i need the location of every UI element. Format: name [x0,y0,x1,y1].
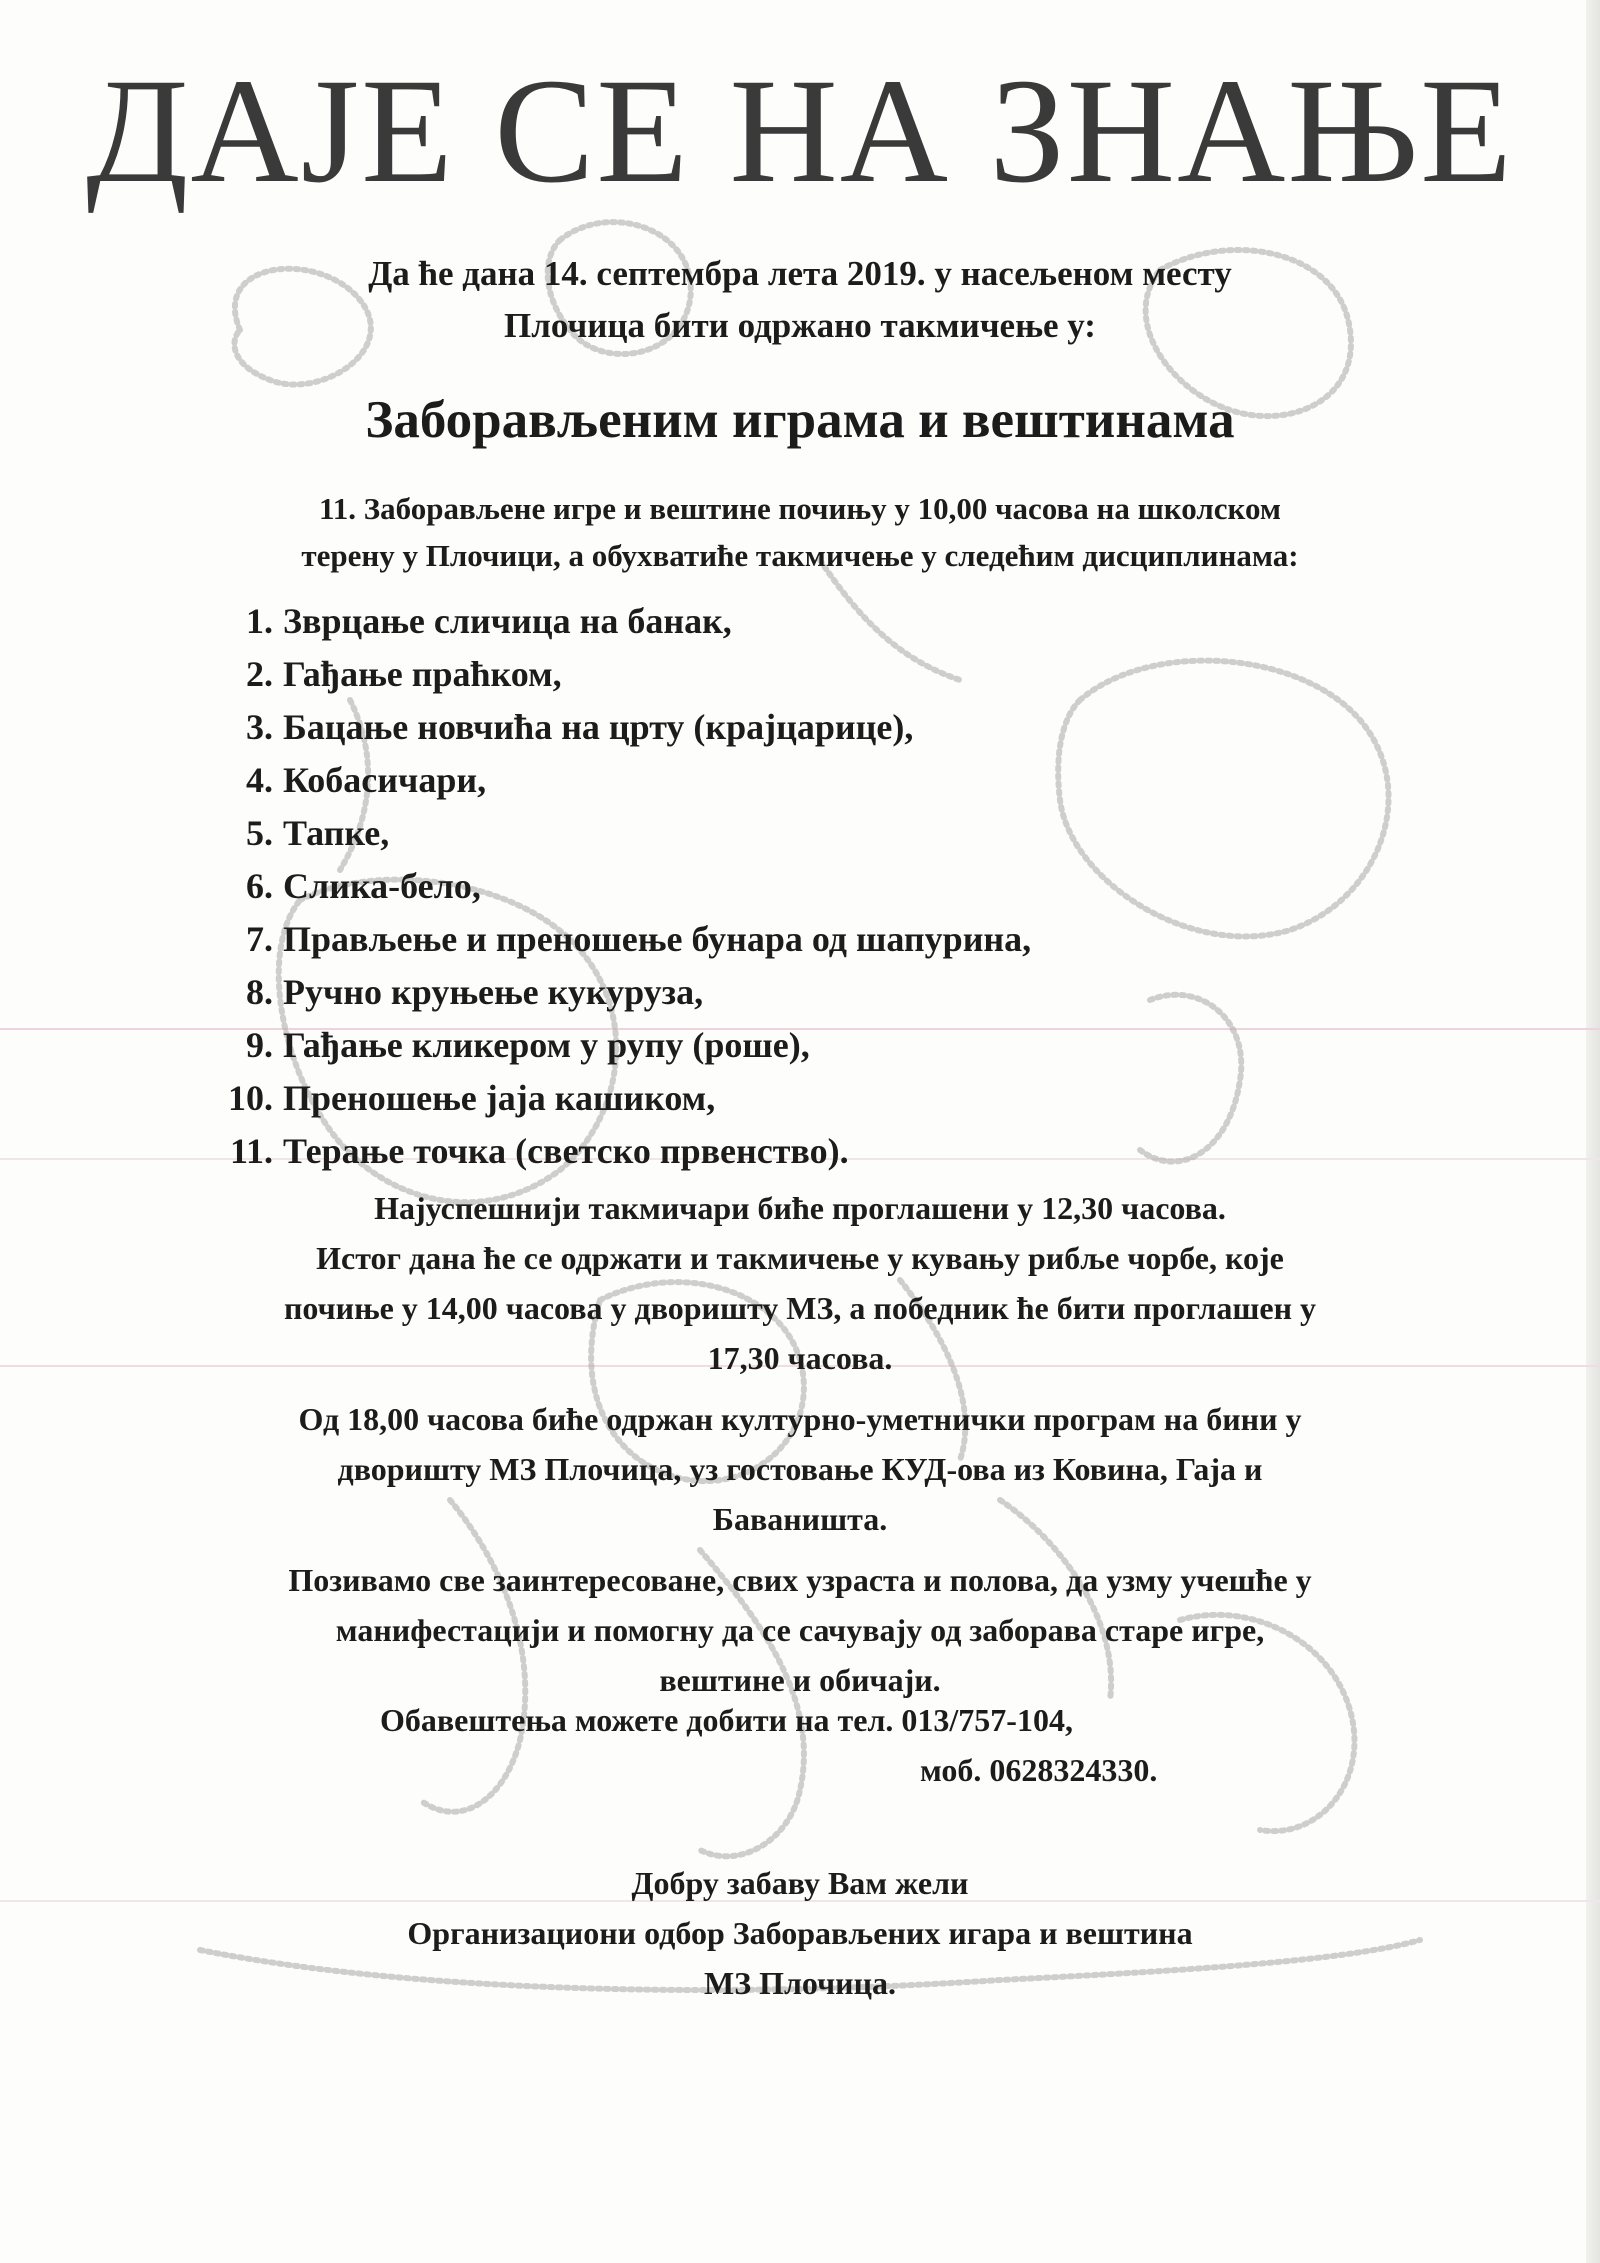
list-item-number: 5. [246,813,273,853]
fish-stew-paragraph [100,1233,1500,1383]
list-item-text: Слика-бело, [283,866,481,906]
list-item-text: Ручно круњење кукуруза, [283,972,704,1012]
list-item-text: Гађање кликером у рупу (роше), [283,1025,810,1065]
intro-line: Да ће дана 14. септембра лета 2019. у насељеном месту [368,254,1232,293]
event-subtitle: Заборављеним играма и вештинама [365,391,1235,449]
cultural-program-paragraph [100,1394,1500,1544]
intro-paragraph [0,248,1600,352]
list-item-number: 1. [246,601,273,641]
paragraph-line: 17,30 часова. [707,1340,893,1376]
list-item [205,1125,1031,1178]
contact-info [380,1695,1157,1795]
list-item [205,1072,1031,1125]
signature-line: МЗ Плочица. [703,1965,897,2001]
list-item [205,913,1031,966]
signature-line: Организациони одбор Заборављених игара и вештина [407,1915,1193,1951]
paragraph-line: Најуспешнији такмичари биће проглашени у 12,30 часова. [374,1190,1226,1226]
paragraph-line: дворишту МЗ Плочица, уз гостовање КУД-ова из Ковина, Гаја и [337,1451,1263,1487]
paragraph-line: Баваништа. [712,1501,888,1537]
list-item-text: Зврцање сличица на банак, [283,601,732,641]
list-item-text: Прављење и преношење бунара од шапурина, [283,919,1032,959]
paragraph-line: почиње у 14,00 часова у дворишту МЗ, а победник ће бити проглашен у [283,1290,1317,1326]
paragraph-line: Истог дана ће се одржати и такмичење у кувању рибље чорбе, које [316,1240,1284,1276]
list-item-text: Терање точка (светско првенство). [283,1131,849,1171]
signature-block [100,1858,1500,2008]
list-item [205,754,1031,807]
contact-mobile: моб. 0628324330. [920,1752,1158,1788]
intro-line: Плочица бити одржано такмичење у: [504,306,1096,345]
list-item-text: Бацање новчића на црту (крајцарице), [283,707,914,747]
paragraph-line: Од 18,00 часова биће одржан културно-уметнички програм на бини у [298,1401,1302,1437]
list-item-number: 11. [229,1131,273,1171]
start-time-paragraph [150,485,1450,579]
list-item [205,648,1031,701]
contact-phone: Обавештења можете добити на тел. 013/757-104, [380,1702,1073,1738]
list-item-number: 8. [246,972,273,1012]
disciplines-list [205,595,1031,1178]
paragraph-line: Позивамо све заинтересоване, свих узраста и полова, да узму учешће у [288,1562,1312,1598]
list-item [205,1019,1031,1072]
list-item-text: Гађање праћком, [283,654,562,694]
list-item [205,807,1031,860]
list-item [205,595,1031,648]
list-item [205,966,1031,1019]
list-item [205,701,1031,754]
list-item-number: 4. [246,760,273,800]
list-item-text: Кобасичари, [283,760,487,800]
list-item-number: 7. [246,919,273,959]
list-item-number: 9. [246,1025,273,1065]
paragraph-line: манифестацији и помогну да се сачувају од заборава старе игре, [335,1612,1265,1648]
paragraph-line: вештине и обичаји. [659,1662,941,1698]
list-item [205,860,1031,913]
signature-line: Добру забаву Вам жели [631,1865,969,1901]
list-item-text: Тапке, [283,813,390,853]
list-item-number: 3. [246,707,273,747]
invitation-paragraph [100,1555,1500,1705]
list-item-number: 2. [246,654,273,694]
list-item-number: 6. [246,866,273,906]
paragraph-line: терену у Плочици, а обухватиће такмичење у следећим дисциплинама: [301,538,1299,573]
awards-paragraph [100,1183,1500,1233]
paragraph-line: 11. Заборављене игре и вештине почињу у 10,00 часова на школском [319,491,1281,526]
page-title: ДАЈЕ СЕ НА ЗНАЊЕ [86,48,1514,214]
list-item-text: Преношење јаја кашиком, [283,1078,716,1118]
list-item-number: 10. [228,1078,273,1118]
